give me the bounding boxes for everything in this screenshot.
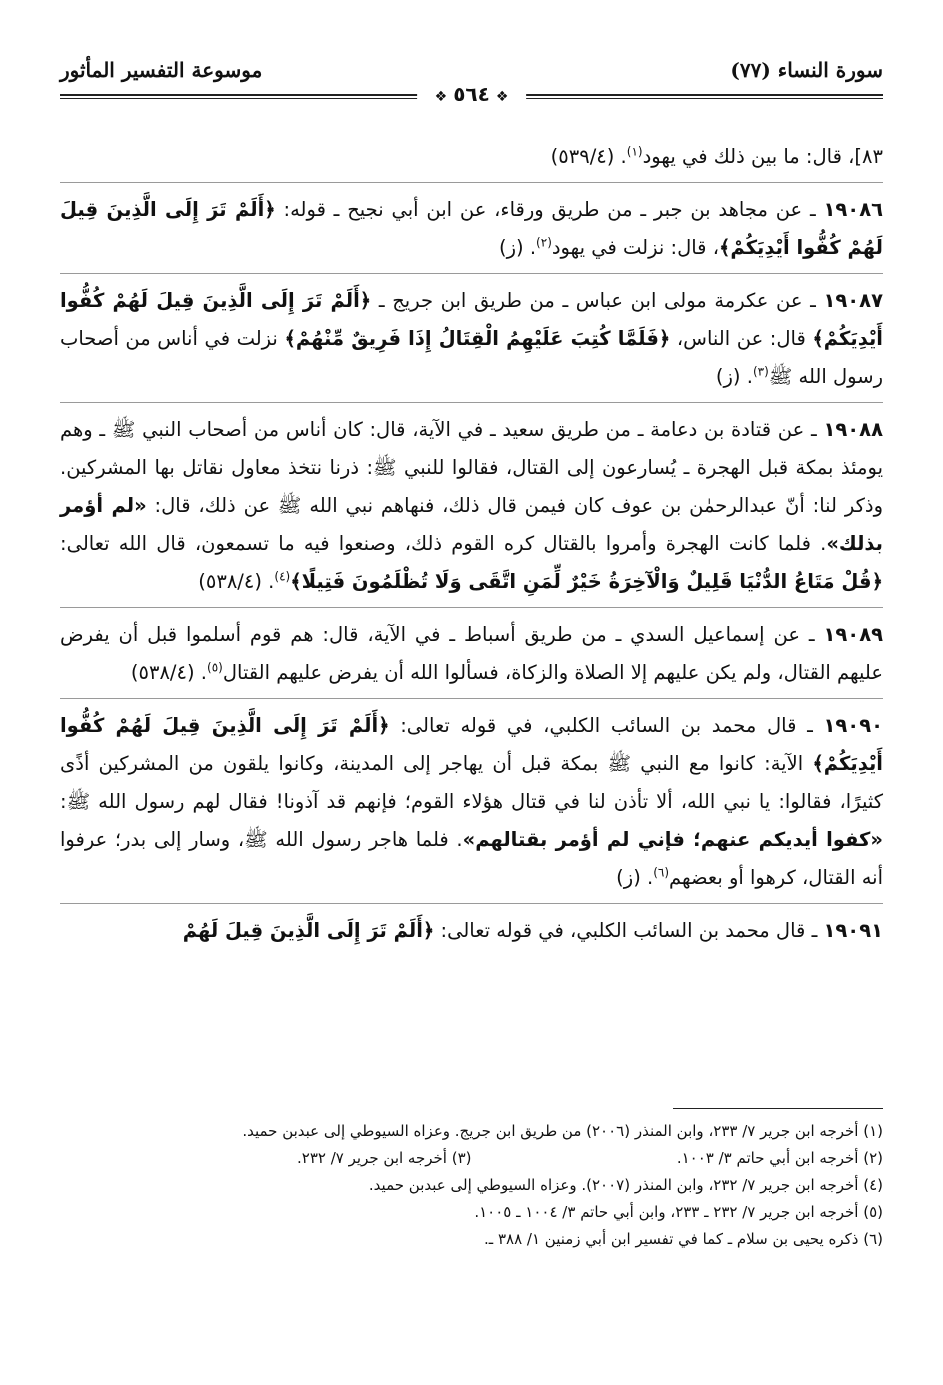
quran-verse: ﴿أَلَمْ تَرَ إِلَى الَّذِينَ قِيلَ لَهُمْ كُفُّوا أَيْدِيَكُمْ﴾ (60, 289, 883, 350)
surah-title: سورة النساء (٧٧) (730, 58, 883, 82)
page-number: ❖ ٥٦٤ ❖ (417, 82, 527, 106)
quran-verse: ﴿قُلْ مَتَاعُ الدُّنْيَا قَلِيلٌ وَالْآخِرَةُ خَيْرٌ لِّمَنِ اتَّقَى وَلَا تُظْلَمُونَ فَتِيلًا﴾ (290, 570, 883, 593)
footnote-row (60, 1145, 883, 1172)
footnote: (١) أخرجه ابن جرير ٧/ ٢٣٣، وابن المنذر (٢٠٠٦) من طريق ابن جريج. وعزاه السيوطي إلى عبدبن حميد. (242, 1122, 883, 1140)
ornament-icon: ❖ (434, 89, 448, 105)
page-header (60, 52, 883, 112)
entry: ١٩٠٨٩ ـ عن إسماعيل السدي ـ من طريق أسباط ـ في الآية، قال: هم قوم أسلموا قبل أن يفرض عليهم القتال، ولم يكن عليهم إلا الصلاة والزكاة، فسألوا الله أن يفرض عليهم القتال$^{(٥)}$. (٥٣٨/٤) (60, 623, 883, 684)
entry-number: ١٩٠٩١ (823, 919, 883, 942)
divider (60, 903, 883, 904)
footnote: (٢) أخرجه ابن أبي حاتم ٣/ ١٠٠٣. (676, 1149, 883, 1167)
entry-number: ١٩٠٨٨ (823, 418, 883, 441)
divider (60, 182, 883, 183)
book-title: موسوعة التفسير المأثور (60, 58, 263, 82)
entry: ١٩٠٨٧ ـ عن عكرمة مولى ابن عباس ـ من طريق ابن جريج ـ ﴿أَلَمْ تَرَ إِلَى الَّذِينَ قِيلَ لَهُمْ كُفُّوا أَيْدِيَكُمْ﴾ قال: عن الناس، ﴿فَلَمَّا كُتِبَ عَلَيْهِمُ الْقِتَالُ إِذَا فَرِيقٌ مِّنْهُمْ﴾ نزلت في أناس من أصحاب رسول الله ﷺ$^{(٣)}$. (ز) (60, 289, 883, 388)
entry: ١٩٠٩١ ـ قال محمد بن السائب الكلبي، في قوله تعالى: ﴿أَلَمْ تَرَ إِلَى الَّذِينَ قِيلَ لَهُمْ (182, 919, 883, 942)
entry-number: ١٩٠٨٧ (823, 289, 883, 312)
entry: ١٩٠٩٠ ـ قال محمد بن السائب الكلبي، في قوله تعالى: ﴿أَلَمْ تَرَ إِلَى الَّذِينَ قِيلَ لَهُمْ كُفُّوا أَيْدِيَكُمْ﴾ الآية: كانوا مع النبي ﷺ بمكة قبل أن يهاجر إلى المدينة، وكانوا يلقون من المشركين أذًى كثيرًا، فقالوا: يا نبي الله، ألا تأذن لنا في قتال هؤلاء القوم؛ فإنهم قد آذونا! فقال لهم رسول الله ﷺ: «كفوا أيديكم عنهم؛ فإني لم أؤمر بقتالهم». فلما هاجر رسول الله ﷺ، وسار إلى بدر؛ عرفوا أنه القتال، كرهوا أو بعضهم$^{(٦)}$. (ز) (60, 714, 883, 889)
entry: ١٩٠٨٦ ـ عن مجاهد بن جبر ـ من طريق ورقاء، عن ابن أبي نجيح ـ قوله: ﴿أَلَمْ تَرَ إِلَى الَّذِينَ قِيلَ لَهُمْ كُفُّوا أَيْدِيَكُمْ﴾، قال: نزلت في يهود$^{(٢)}$. (ز) (60, 198, 883, 259)
footnote: (٣) أخرجه ابن جرير ٧/ ٢٣٢. (297, 1149, 472, 1167)
footnote: (٦) ذكره يحيى بن سلام ـ كما في تفسير ابن أبي زمنين ١/ ٣٨٨ ـ. (484, 1230, 883, 1248)
entry: ٨٣]، قال: ما بين ذلك في يهود$^{(١)}$. (٥٣٩/٤) (550, 144, 883, 168)
divider (60, 402, 883, 403)
footnote: (٤) أخرجه ابن جرير ٧/ ٢٣٢، وابن المنذر (٢٠٠٧). وعزاه السيوطي إلى عبدبن حميد. (368, 1176, 883, 1194)
footnote-separator (673, 1108, 883, 1109)
quran-verse: ﴿أَلَمْ تَرَ إِلَى الَّذِينَ قِيلَ لَهُمْ (182, 919, 435, 942)
divider (60, 607, 883, 608)
footnote: (٥) أخرجه ابن جرير ٧/ ٢٣٢ ـ ٢٣٣، وابن أبي حاتم ٣/ ١٠٠٤ ـ ١٠٠٥. (474, 1203, 883, 1221)
hadith-quote: «لم أؤمر بذلك» (60, 494, 883, 555)
entry-number: ١٩٠٩٠ (823, 714, 883, 737)
entry: ١٩٠٨٨ ـ عن قتادة بن دعامة ـ من طريق سعيد ـ في الآية، قال: كان أناس من أصحاب النبي ﷺ ـ وهم يومئذ بمكة قبل الهجرة ـ يُسارعون إلى القتال، فقالوا للنبي ﷺ: ذرنا نتخذ معاول نقاتل بها المشركين. وذكر لنا: أنّ عبدالرحمٰن بن عوف كان فيمن قال ذلك، فنهاهم نبي الله ﷺ عن ذلك، قال: «لم أؤمر بذلك». فلما كانت الهجرة وأمروا بالقتال كره القوم ذلك، وصنعوا فيه ما تسمعون، قال الله تعالى: ﴿قُلْ مَتَاعُ الدُّنْيَا قَلِيلٌ وَالْآخِرَةُ خَيْرٌ لِّمَنِ اتَّقَى وَلَا تُظْلَمُونَ فَتِيلًا﴾$^{(٤)}$. (٥٣٨/٤) (60, 418, 883, 593)
hadith-quote: «كفوا أيديكم عنهم؛ فإني لم أؤمر بقتالهم» (462, 828, 883, 851)
quran-verse: ﴿أَلَمْ تَرَ إِلَى الَّذِينَ قِيلَ لَهُمْ كُفُّوا أَيْدِيَكُمْ﴾ (60, 198, 883, 259)
quran-verse: ﴿فَلَمَّا كُتِبَ عَلَيْهِمُ الْقِتَالُ إِذَا فَرِيقٌ مِّنْهُمْ﴾ (284, 327, 671, 350)
quran-verse: ﴿أَلَمْ تَرَ إِلَى الَّذِينَ قِيلَ لَهُمْ كُفُّوا أَيْدِيَكُمْ﴾ (60, 714, 883, 775)
main-text (60, 138, 883, 950)
entry-number: ١٩٠٨٦ (823, 198, 883, 221)
divider (60, 698, 883, 699)
footnotes (60, 1118, 883, 1253)
divider (60, 273, 883, 274)
ornament-icon: ❖ (495, 89, 509, 105)
entry-number: ١٩٠٨٩ (823, 623, 883, 646)
